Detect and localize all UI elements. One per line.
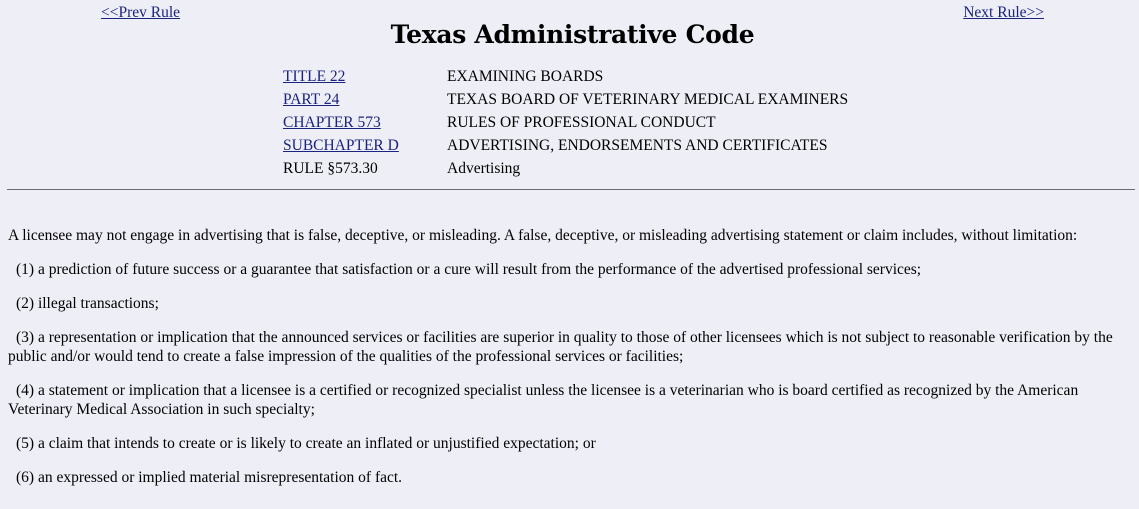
rule-item-3: (3) a representation or implication that the announced services or facilities are superior in quality to those of other licensees which is not subject to reasonable verification by the public and/or would tend to create a false impression of the qualities of the professional services or facilities; [8,329,1113,365]
chapter-value: RULES OF PROFESSIONAL CONDUCT [447,114,716,131]
hierarchy-row-rule [283,160,848,183]
rule-item-4: (4) a statement or implication that a licensee is a certified or recognized specialist unless the licensee is a veterinarian who is board certified as recognized by the American Veterinary Medical Association in such specialty; [8,382,1079,418]
rule-item-2: (2) illegal transactions; [16,295,159,312]
part-value: TEXAS BOARD OF VETERINARY MEDICAL EXAMINERS [447,91,849,108]
title-link[interactable]: TITLE 22 [283,68,346,85]
hierarchy-row-subchapter [283,137,848,160]
rule-item-5: (5) a claim that intends to create or is likely to create an inflated or unjustified expectation; or [16,435,596,452]
prev-rule-link[interactable]: <<Prev Rule [101,4,181,21]
divider [7,189,1135,190]
rule-intro: A licensee may not engage in advertising that is false, deceptive, or misleading. A false, deceptive, or misleading advertising statement or claim includes, without limitation: [8,227,1078,244]
rule-text [8,226,1132,502]
rule-value: Advertising [447,160,521,177]
subchapter-link[interactable]: SUBCHAPTER D [283,137,399,154]
rule-item-6: (6) an expressed or implied material misrepresentation of fact. [16,469,403,486]
rule-hierarchy-table [283,68,848,183]
part-link[interactable]: PART 24 [283,91,340,108]
title-value: EXAMINING BOARDS [447,68,604,85]
subchapter-value: ADVERTISING, ENDORSEMENTS AND CERTIFICATES [447,137,828,154]
hierarchy-row-part [283,91,848,114]
rule-label: RULE §573.30 [283,160,378,177]
page-title: Texas Administrative Code [390,20,755,49]
next-rule-link[interactable]: Next Rule>> [963,4,1044,21]
hierarchy-row-chapter [283,114,848,137]
rule-item-1: (1) a prediction of future success or a guarantee that satisfaction or a cure will result from the performance of the advertised professional services; [16,261,922,278]
hierarchy-row-title [283,68,848,91]
chapter-link[interactable]: CHAPTER 573 [283,114,381,131]
